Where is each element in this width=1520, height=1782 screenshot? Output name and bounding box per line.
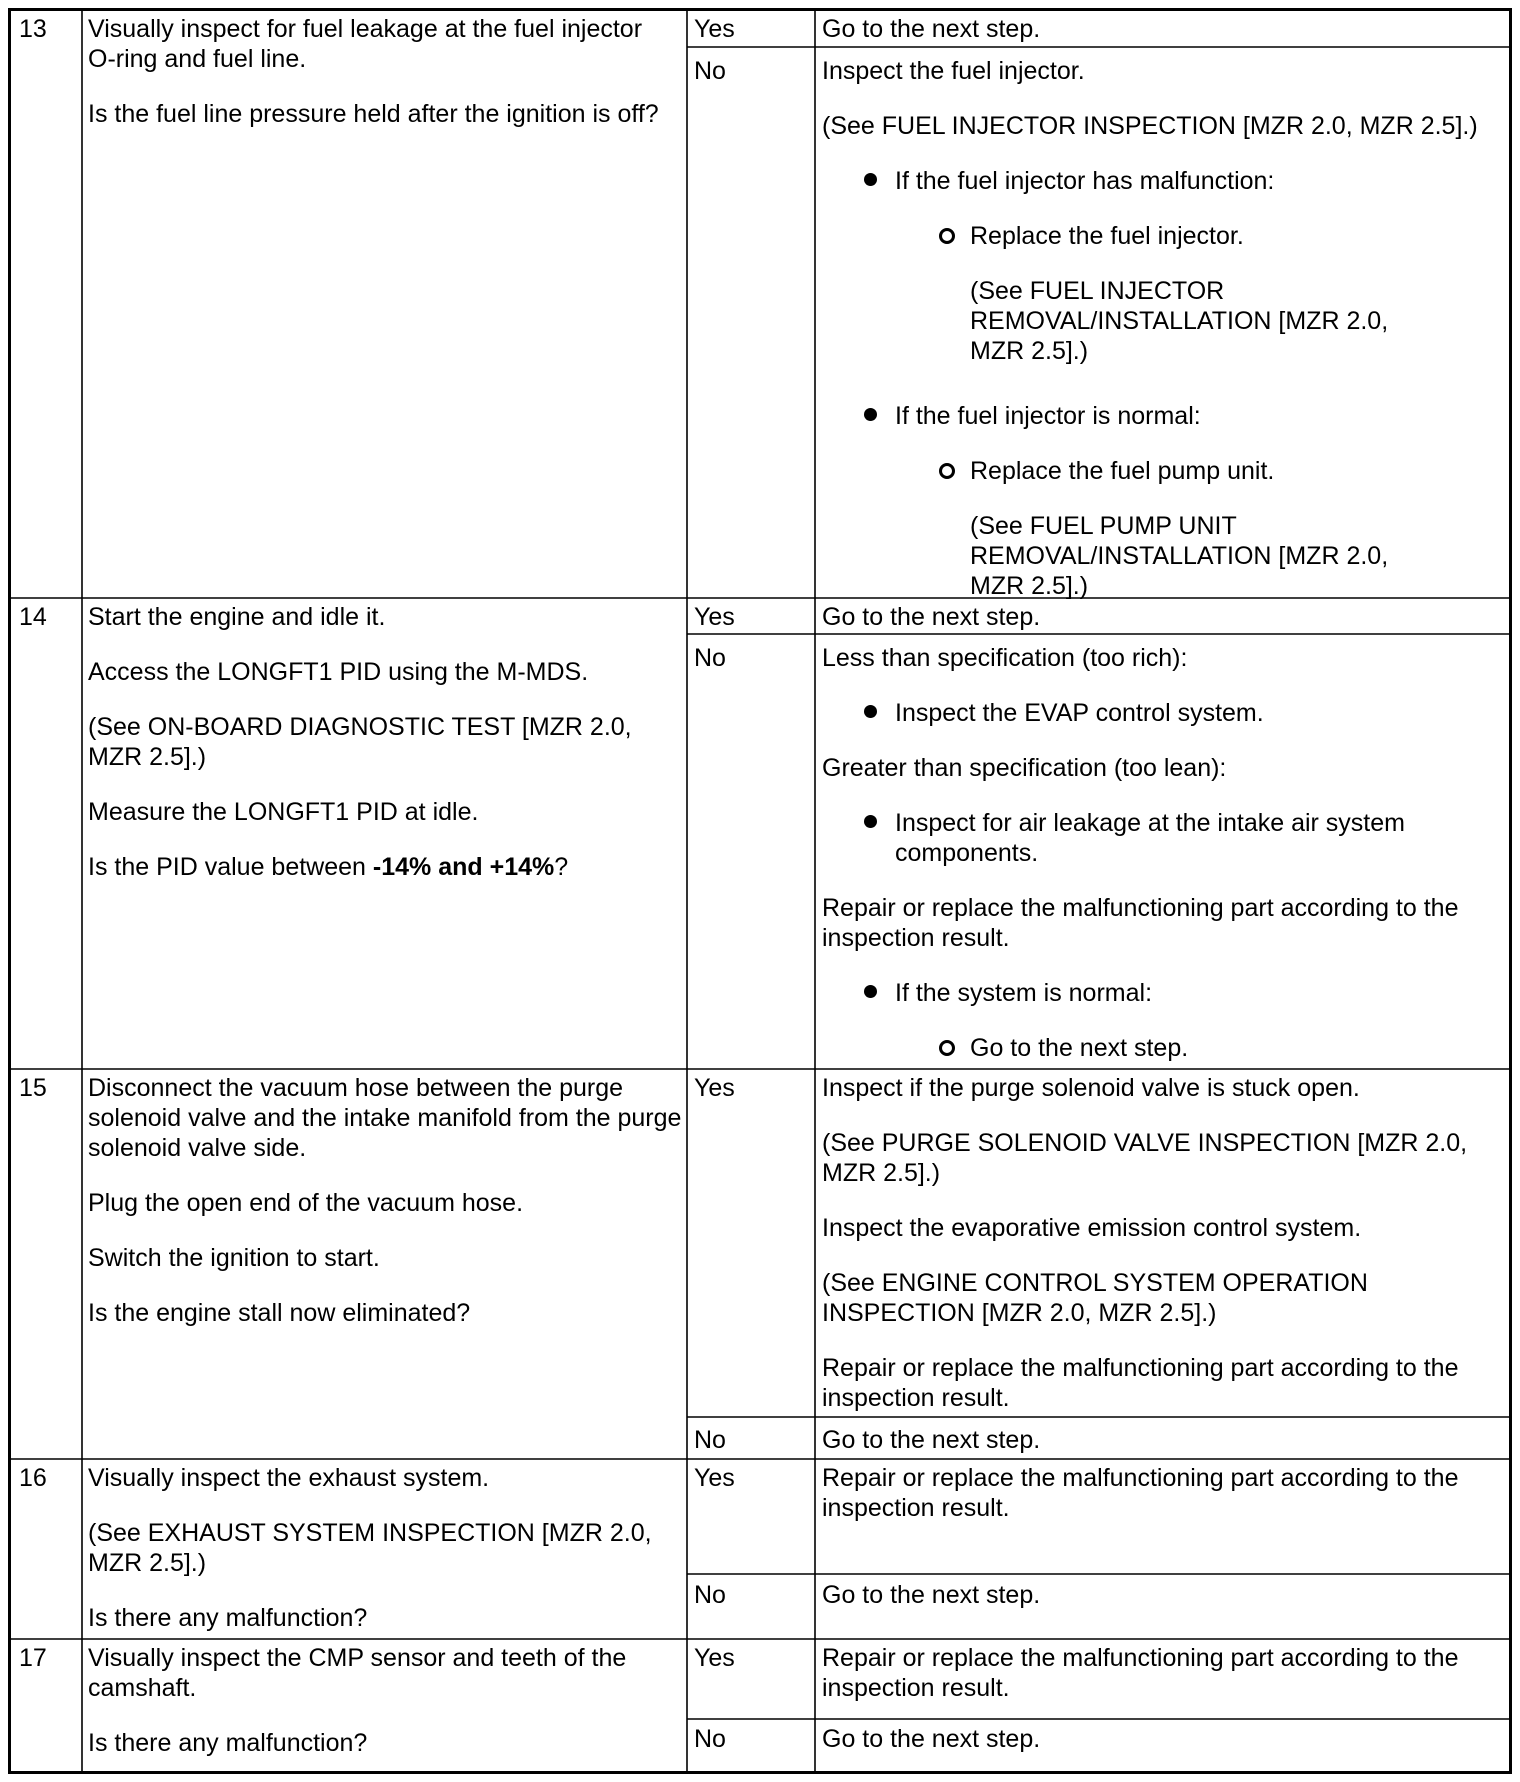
inspection-question: Is the engine stall now eliminated? (88, 1299, 471, 1327)
inspection-question: Is there any malfunction? (88, 1604, 368, 1632)
reference-text: MZR 2.5].) (822, 1159, 941, 1187)
step-number: 13 (19, 15, 47, 43)
result-text: Go to the next step. (822, 1426, 1041, 1454)
result-text: Greater than specification (too lean): (822, 754, 1227, 782)
no-label: No (694, 1725, 726, 1753)
result-text: Inspect if the purge solenoid valve is stuck open. (822, 1074, 1360, 1102)
action-text: solenoid valve side. (88, 1134, 307, 1162)
yes-label: Yes (694, 603, 735, 631)
result-text: Less than specification (too rich): (822, 644, 1188, 672)
reference-text: (See FUEL INJECTOR INSPECTION [MZR 2.0, MZR 2.5].) (822, 112, 1478, 140)
reference-text: (See PURGE SOLENOID VALVE INSPECTION [MZR 2.0, (822, 1129, 1468, 1157)
reference-text: (See EXHAUST SYSTEM INSPECTION [MZR 2.0, (88, 1519, 652, 1547)
spec-range: -14% and +14% (372, 853, 555, 881)
question-text: Is the PID value between (88, 853, 373, 881)
result-text: inspection result. (822, 924, 1010, 952)
bullet-text: If the fuel injector has malfunction: (895, 167, 1275, 195)
reference-text: INSPECTION [MZR 2.0, MZR 2.5].) (822, 1299, 1217, 1327)
bullet-icon (864, 408, 877, 421)
sub-bullet-icon (939, 1040, 955, 1056)
yes-label: Yes (694, 1644, 735, 1672)
reference-text: (See FUEL PUMP UNIT (970, 512, 1237, 540)
bullet-text: Inspect for air leakage at the intake air system (895, 809, 1405, 837)
step-number: 15 (19, 1074, 47, 1102)
sub-bullet-text: Replace the fuel injector. (970, 222, 1244, 250)
inspection-question: Is there any malfunction? (88, 1729, 368, 1757)
result-text: inspection result. (822, 1674, 1010, 1702)
question-mark: ? (554, 853, 569, 881)
inspection-question (88, 852, 568, 882)
sub-bullet-icon (939, 228, 955, 244)
result-text: Repair or replace the malfunctioning part according to the (822, 1644, 1459, 1672)
result-text: Go to the next step. (822, 15, 1041, 43)
action-text: Start the engine and idle it. (88, 603, 386, 631)
reference-text: (See FUEL INJECTOR (970, 277, 1225, 305)
action-text: Visually inspect for fuel leakage at the fuel injector (88, 15, 643, 43)
action-text: Access the LONGFT1 PID using the M-MDS. (88, 658, 589, 686)
result-text: Repair or replace the malfunctioning part according to the (822, 1464, 1459, 1492)
diagnostic-table (8, 8, 1512, 1774)
action-text: Switch the ignition to start. (88, 1244, 380, 1272)
reference-text: (See ON-BOARD DIAGNOSTIC TEST [MZR 2.0, (88, 713, 632, 741)
result-text: Repair or replace the malfunctioning part according to the (822, 1354, 1459, 1382)
reference-text: REMOVAL/INSTALLATION [MZR 2.0, (970, 307, 1389, 335)
bullet-text: If the system is normal: (895, 979, 1153, 1007)
result-text: inspection result. (822, 1494, 1010, 1522)
bullet-text: Inspect the EVAP control system. (895, 699, 1264, 727)
table-grid (11, 11, 1509, 1771)
yes-label: Yes (694, 15, 735, 43)
action-text: O-ring and fuel line. (88, 45, 307, 73)
action-text: Visually inspect the exhaust system. (88, 1464, 490, 1492)
step-number: 17 (19, 1644, 47, 1672)
action-text: Disconnect the vacuum hose between the purge (88, 1074, 624, 1102)
result-text: Go to the next step. (822, 1581, 1041, 1609)
reference-text: MZR 2.5].) (970, 572, 1089, 600)
no-label: No (694, 644, 726, 672)
bullet-icon (864, 985, 877, 998)
action-text: Plug the open end of the vacuum hose. (88, 1189, 524, 1217)
bullet-icon (864, 705, 877, 718)
no-label: No (694, 1426, 726, 1454)
result-text: Inspect the fuel injector. (822, 57, 1085, 85)
step-number: 16 (19, 1464, 47, 1492)
sub-bullet-text: Replace the fuel pump unit. (970, 457, 1275, 485)
no-label: No (694, 1581, 726, 1609)
bullet-icon (864, 173, 877, 186)
reference-text: MZR 2.5].) (970, 337, 1089, 365)
result-text: Go to the next step. (822, 1725, 1041, 1753)
bullet-icon (864, 815, 877, 828)
action-text: Visually inspect the CMP sensor and teeth of the (88, 1644, 627, 1672)
bullet-text: If the fuel injector is normal: (895, 402, 1201, 430)
reference-text: (See ENGINE CONTROL SYSTEM OPERATION (822, 1269, 1368, 1297)
action-text: Measure the LONGFT1 PID at idle. (88, 798, 479, 826)
yes-label: Yes (694, 1464, 735, 1492)
result-text: Go to the next step. (822, 603, 1041, 631)
bullet-text: components. (895, 839, 1039, 867)
reference-text: MZR 2.5].) (88, 743, 207, 771)
action-text: camshaft. (88, 1674, 197, 1702)
reference-text: REMOVAL/INSTALLATION [MZR 2.0, (970, 542, 1389, 570)
no-label: No (694, 57, 726, 85)
result-text: Inspect the evaporative emission control system. (822, 1214, 1362, 1242)
sub-bullet-text: Go to the next step. (970, 1034, 1189, 1062)
sub-bullet-icon (939, 463, 955, 479)
step-number: 14 (19, 603, 47, 631)
reference-text: MZR 2.5].) (88, 1549, 207, 1577)
result-text: inspection result. (822, 1384, 1010, 1412)
inspection-question: Is the fuel line pressure held after the ignition is off? (88, 100, 659, 128)
action-text: solenoid valve and the intake manifold from the purge (88, 1104, 682, 1132)
yes-label: Yes (694, 1074, 735, 1102)
result-text: Repair or replace the malfunctioning part according to the (822, 894, 1459, 922)
